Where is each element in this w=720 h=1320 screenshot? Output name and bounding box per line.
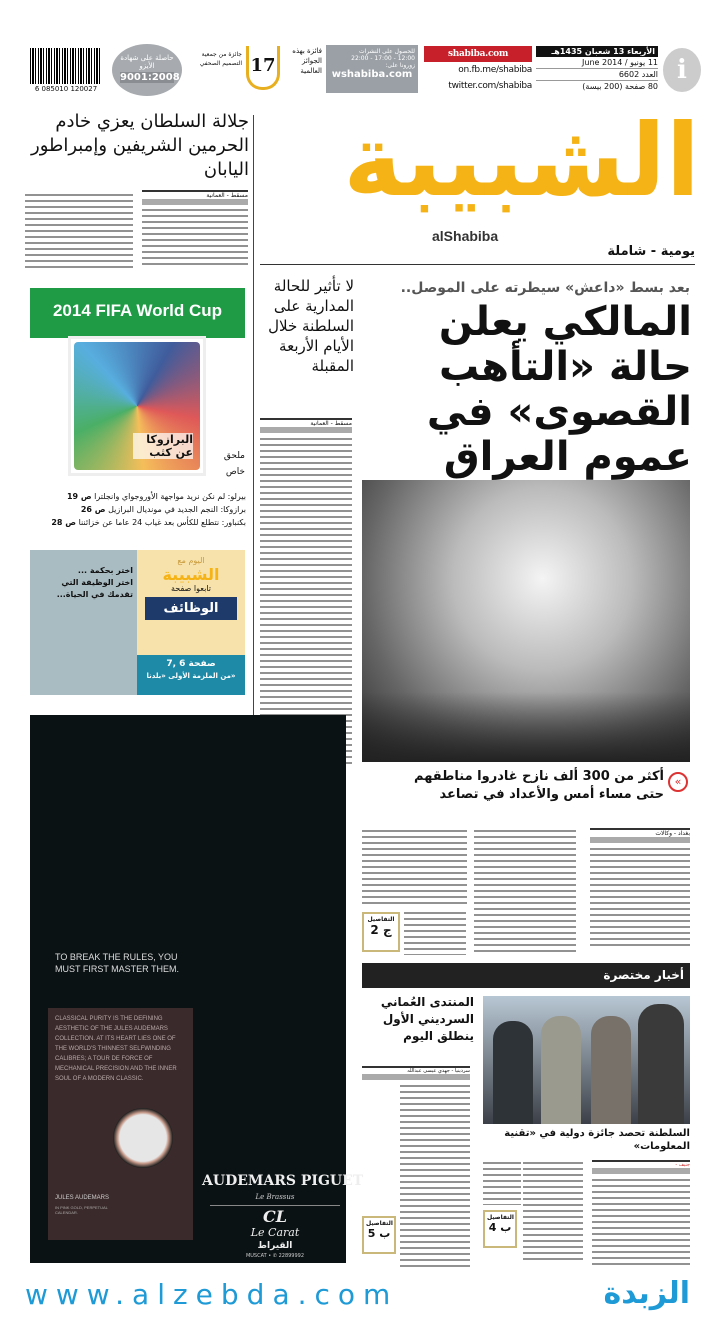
masthead-tagline: يومية - شاملة — [607, 244, 695, 259]
brief1-more[interactable] — [362, 1216, 396, 1254]
jobs-ad-line1: اختر بحكمة ... — [77, 566, 133, 575]
masthead-rule — [260, 264, 695, 265]
issue-info — [536, 46, 658, 92]
brief1-headline[interactable]: المنتدى العُماني السرديني الأول ينطلق اليوم — [380, 995, 474, 1043]
top-story-photo[interactable] — [362, 480, 690, 762]
top-story-body — [362, 828, 690, 958]
sultan-body-col1 — [25, 192, 133, 268]
brief2-headline[interactable]: السلطنة تحصد جائزة دولية في «تقنية المعلومات» — [504, 1128, 690, 1152]
cover-title: البرازوكا عن كثب — [133, 433, 193, 459]
site-link[interactable]: shabiba.com — [424, 46, 532, 62]
footer-logo: الزبدة — [603, 1276, 690, 1311]
barcode — [30, 48, 102, 84]
supplement-cover — [68, 336, 206, 476]
more-label: التفاصيل — [487, 1214, 514, 1221]
jobs-ad-pages: صفحة 6 ,7 — [166, 659, 216, 669]
jobs-ad-today: اليوم مع — [177, 556, 205, 565]
dealer-location: MUSCAT • ✆ 22899992 — [245, 1253, 305, 1259]
more-page: ب 4 — [488, 1221, 512, 1234]
chevron-double-icon: « — [668, 772, 688, 792]
watch-image — [113, 1108, 173, 1168]
awards-org: جائزة من جمعية التصميم الصحفي — [199, 51, 242, 67]
jobs-ad-brand: الشبيبة — [162, 565, 220, 584]
info-icon: i — [663, 48, 701, 92]
brief2-body — [483, 1160, 690, 1265]
more-page: ج 2 — [370, 923, 392, 937]
supplement-label: ملحق خاص — [223, 451, 245, 477]
brief2-more[interactable] — [483, 1210, 517, 1248]
wshabiba-site[interactable]: wshabiba.com — [331, 69, 413, 80]
iso-seal — [112, 44, 182, 96]
watch-ad[interactable] — [30, 715, 364, 1263]
aviation-headline[interactable]: لا تأثير للحالة المدارية على السلطنة خلال الأيام الأربعة المقبلة — [268, 277, 354, 375]
awards-label: فائزة بهذه الجوائز العالمية — [292, 47, 322, 75]
laurel-badge: 17 — [246, 46, 280, 90]
wshabiba-cta: زورونا على: — [385, 62, 415, 69]
jobs-ad-supplement: من الملزمة الأولى «بلدنا» — [146, 672, 236, 680]
sultan-byline: مسقط - العمانية — [206, 192, 248, 199]
wshabiba-times: 12:00 - 17:00 - 22:00 — [351, 55, 415, 62]
more-label: التفاصيل — [366, 1220, 393, 1227]
watch-ad-tagline: TO BREAK THE RULES, YOU MUST FIRST MASTER THEM. — [55, 952, 180, 974]
more-page: ب 5 — [367, 1227, 391, 1240]
world-cup-items — [28, 490, 246, 529]
pages-price: 80 صفحة (200 بيسة) — [582, 82, 658, 91]
date-gregorian: 11 يونيو / June 2014 — [536, 57, 658, 69]
masthead-latin: alShabiba — [432, 228, 499, 244]
aviation-byline: مسقط - العمانية — [310, 420, 352, 427]
audemars-piguet-logo: AUDEMARS PIGUET — [202, 1173, 364, 1189]
watch-ad-panel — [48, 1008, 193, 1240]
top-story-byline: بغداد - وكالات — [655, 830, 690, 837]
more-label: التفاصيل — [367, 916, 395, 923]
jobs-ad-section: الوظائف — [145, 597, 237, 620]
jobs-ad-follow: تابعوا صفحة — [171, 584, 211, 593]
brief1-byline: سردينيا - جهدي عيسى عبدالله — [407, 1068, 470, 1074]
iso-label: حاصلة على شهادة الأيزو — [120, 54, 174, 70]
world-cup-banner: 2014 FIFA World Cup — [30, 288, 245, 338]
facebook-link[interactable]: on.fb.me/shabiba — [458, 65, 532, 75]
wshabiba-title: للحصول على النشرات — [358, 48, 415, 55]
watch-model: JULES AUDEMARS — [55, 1195, 110, 1201]
briefs-section-header — [362, 963, 690, 988]
sultan-body-col2 — [142, 190, 248, 268]
wshabiba-box — [326, 45, 418, 93]
brief1-body — [362, 1066, 470, 1268]
barcode-number: 6 085010 120027 — [34, 85, 98, 93]
jobs-ad[interactable] — [30, 550, 245, 695]
aviation-body — [260, 418, 352, 766]
top-story-headline[interactable]: المالكي يعلن حالة «التأهب القصوى» في عموم العراق — [426, 299, 692, 480]
world-cup-item[interactable]: بكنباور: نتطلع للكأس بعد غياب 24 عاما عن خزائننا ص 28 — [51, 518, 246, 527]
date-hijri: الأربعاء 13 شعبان 1435هـ — [536, 46, 658, 57]
watch-ad-body: CLASSICAL PURITY IS THE DEFINING AESTHETIC OF THE JULES AUDEMARS COLLECTION. AT ITS HEART LIES ONE OF THE WORLD'S THINNEST SELFWINDING CALIBRES; A TOUR DE FORCE OF MECHANICAL PRECISION AND THE INNER SOUL OF A MODERN CLASSIC. — [55, 1016, 177, 1082]
top-story-subheadline: أكثر من 300 ألف نازح غادروا مناطقهم حتى مساء أمس والأعداد في تصاعد — [414, 769, 664, 802]
masthead-logo: الشبيبة — [343, 102, 700, 219]
sultan-headline[interactable]: جلالة السلطان يعزي خادم الحرمين الشريفين وإمبراطور اليابان — [31, 111, 249, 180]
world-cup-item[interactable]: بيرلو: لم نكن نريد مواجهة الأوروجواي وانجلترا ص 19 — [66, 492, 246, 501]
twitter-link[interactable]: twitter.com/shabiba — [448, 81, 532, 91]
footer-url[interactable]: www.alzebda.com — [25, 1278, 399, 1311]
watch-model-sub: IN PINK GOLD, PERPETUAL CALENDAR. — [55, 1205, 108, 1215]
brief2-photo[interactable] — [483, 996, 690, 1124]
le-carat-logo: CL — [263, 1207, 287, 1226]
jobs-ad-line2: اختر الوظيفة التي تقدمك في الحياة... — [56, 578, 133, 599]
world-cup-box[interactable] — [30, 288, 245, 477]
header-strip — [0, 42, 720, 98]
world-cup-item[interactable]: برازوكا: النجم الجديد في مونديال البرازيل ص 26 — [80, 505, 246, 514]
top-story-kicker: بعد بسط «داعش» سيطرته على الموصل.. — [400, 280, 690, 296]
social-links — [424, 46, 532, 94]
brand-sub: Le Brassus — [255, 1193, 295, 1201]
issue-number: العدد 6602 — [536, 69, 658, 81]
briefs-title: أخبار مختصرة — [603, 968, 684, 982]
brief2-byline: جنيف - — [675, 1162, 690, 1168]
iso-code: 9001:2008 — [120, 72, 180, 83]
dealer-name-ar: القيراط — [257, 1241, 293, 1251]
dealer-name: Le Carat — [250, 1226, 300, 1239]
top-story-more[interactable] — [362, 912, 400, 952]
